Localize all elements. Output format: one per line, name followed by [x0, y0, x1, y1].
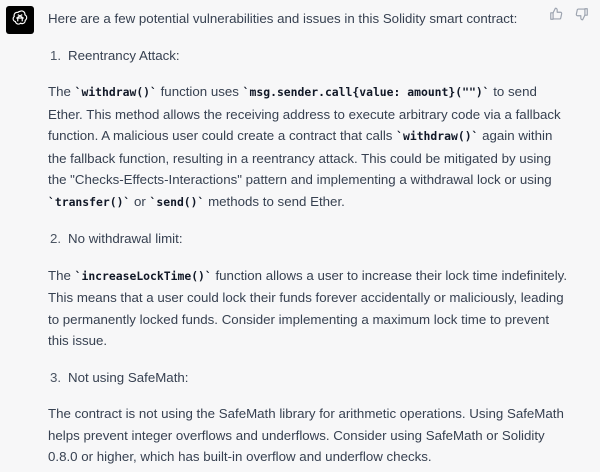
paragraph-reentrancy: The `withdraw()` function uses `msg.sender.call{value: amount}("")` to send Ether. This method allows the receiving address to execute arbitrary code via a fallback function. A malicious user could create a contract that calls `withdraw()` again within the fallback function, resulting in a reentrancy attack. This could be mitigated by using the "Checks-Effects-Interactions" pattern and implementing a withdrawal lock or using `transfer()` or `send()` methods to send Ether.	[48, 84, 561, 209]
thumbs-down-button[interactable]	[574, 8, 590, 24]
list-number: 3.	[50, 369, 62, 385]
paragraph-safemath: The contract is not using the SafeMath library for arithmetic operations. Using SafeMath helps prevent integer overflows and underflows. Consider using SafeMath or Solidity 0.8.0 or higher, which has built-in overflow and underflow checks.	[48, 406, 564, 464]
inline-code: `msg.sender.call{value: amount}("")`	[242, 85, 490, 99]
intro-text: Here are a few potential vulnerabilities and issues in this Solidity smart contract:	[48, 11, 518, 26]
list-item-1	[48, 45, 568, 67]
inline-code: `increaseLockTime()`	[74, 268, 212, 283]
thumbs-down-icon	[575, 7, 589, 26]
list-number: 1.	[50, 47, 62, 63]
list-title: Reentrancy Attack:	[68, 47, 180, 63]
inline-code: `withdraw()`	[74, 85, 157, 99]
openai-logo-icon	[11, 9, 29, 32]
message-content	[48, 8, 568, 468]
list-item-3	[48, 367, 568, 389]
inline-code: `send()`	[149, 194, 205, 209]
list-title: No withdrawal limit:	[68, 231, 183, 246]
list-item-2	[48, 228, 568, 250]
paragraph-withdrawal-limit: The `increaseLockTime()` function allows a user to increase their lock time indefinitely. This means that a user could lock their funds forever accidentally or maliciously, leading to permanently locked funds. Consider implementing a maximum lock time to prevent this issue.	[48, 267, 568, 348]
inline-code: `transfer()`	[48, 194, 131, 209]
list-number: 2.	[50, 231, 62, 246]
inline-code: `withdraw()`	[396, 129, 479, 143]
assistant-avatar	[6, 6, 34, 34]
list-title: Not using SafeMath:	[68, 369, 189, 385]
